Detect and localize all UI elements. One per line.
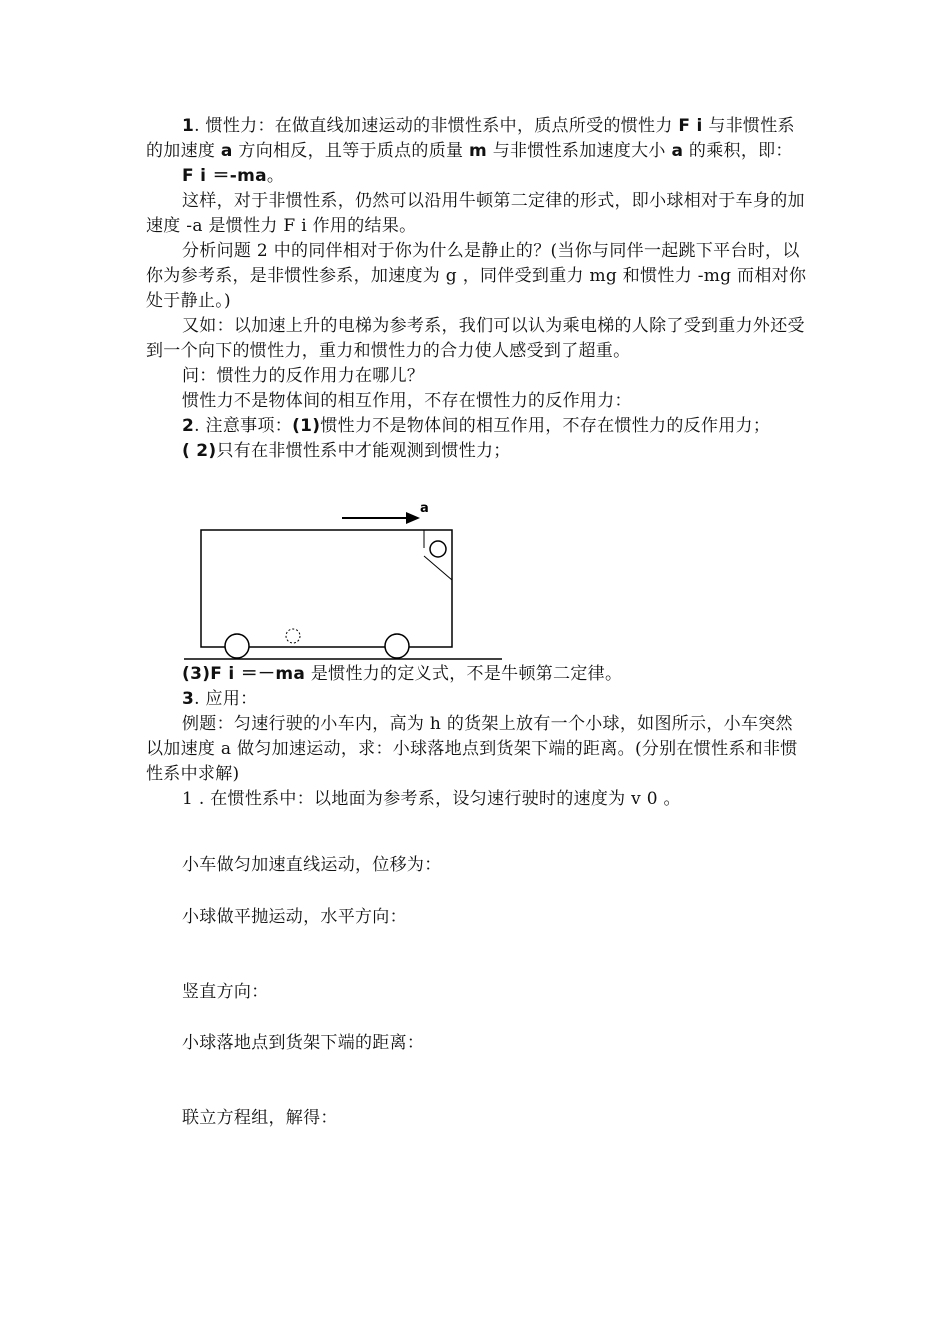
line-cart-displacement: 小车做匀加速直线运动，位移为： [182, 855, 442, 875]
text-fragment: . 应用： [194, 689, 258, 709]
section-number: 1 [182, 116, 195, 136]
note-marker: (1) [292, 416, 321, 436]
paragraph-elevator-example: 又如：以加速上升的电梯为参考系，我们可以认为乘电梯的人除了受到重力外还受到一个向下的惯性力，重力和惯性力的合力使人感受到了超重。 [146, 316, 805, 361]
rear-wheel [385, 634, 409, 658]
cart-figure [170, 498, 510, 664]
formula-line [146, 164, 810, 189]
note-marker: (3)F i ＝－ma [182, 664, 306, 684]
paragraph-note-2 [146, 439, 810, 464]
text-fragment: 与非惯性系加速度大小 [487, 141, 672, 161]
text-fragment: 只有在非惯性系中才能观测到惯性力； [216, 441, 511, 461]
paragraph-example-problem: 例题：匀速行驶的小车内，高为 h 的货架上放有一个小球，如图所示，小车突然以加速度 a 做匀加速运动，求：小球落地点到货架下端的距离。(分别在惯性系和非惯性系中求解) [146, 714, 798, 784]
symbol-a: a [671, 141, 684, 161]
body-text-top [146, 114, 810, 464]
front-wheel [225, 634, 249, 658]
paragraph-notes [146, 414, 810, 439]
text-fragment: . 注意事项： [194, 416, 293, 436]
paragraph-inertial-frame: 1 . 在惯性系中：以地面为参考系，设匀速行驶时的速度为 v 0 。 [182, 789, 681, 809]
text-fragment: 与非惯性系的加速度 [146, 116, 795, 161]
paragraph-application-heading [146, 687, 810, 712]
acceleration-label: a [420, 501, 429, 516]
text-fragment: 是惯性力的定义式，不是牛顿第二定律。 [305, 664, 623, 684]
symbol-m: m [469, 141, 488, 161]
text-fragment: 的乘积，即： [683, 141, 793, 161]
ball-landing-position [286, 629, 300, 643]
note-marker: ( 2) [182, 441, 217, 461]
symbol-a: a [220, 141, 233, 161]
cart-diagram [170, 498, 510, 664]
ball-on-shelf [430, 541, 446, 557]
symbol-fi: F i [678, 116, 703, 136]
text-fragment: 。 [266, 166, 285, 186]
paragraph-answer: 惯性力不是物体间的相互作用，不存在惯性力的反作用力： [182, 391, 632, 411]
paragraph-companion-question: 分析问题 2 中的同伴相对于你为什么是静止的？(当你与同伴一起跳下平台时，以你为参考系，是非惯性参系，加速度为 g ，同伴受到重力 mg 和惯性力 -mg 而相对你处于静止。) [146, 241, 807, 311]
text-fragment: 惯性力不是物体间的相互作用，不存在惯性力的反作用力； [320, 416, 771, 436]
formula: F i ＝-ma [182, 166, 267, 186]
line-landing-distance: 小球落地点到货架下端的距离： [182, 1033, 425, 1053]
body-text-bottom [146, 662, 810, 812]
shelf-support [424, 556, 452, 580]
text-fragment: 方向相反，且等于质点的质量 [232, 141, 469, 161]
acceleration-arrow-head [406, 512, 420, 524]
paragraph-note-3 [146, 662, 810, 687]
cart-body [201, 530, 452, 647]
paragraph-inertial-force-definition [146, 114, 810, 164]
line-solve-equations: 联立方程组，解得： [182, 1108, 338, 1128]
line-ball-horizontal: 小球做平抛运动，水平方向： [182, 907, 407, 927]
paragraph-relative-acceleration: 这样，对于非惯性系，仍然可以沿用牛顿第二定律的形式，即小球相对于车身的加速度 -a 是惯性力 F i 作用的结果。 [146, 191, 805, 236]
text-fragment: . 惯性力：在做直线加速运动的非惯性系中，质点所受的惯性力 [194, 116, 679, 136]
paragraph-question: 问：惯性力的反作用力在哪儿？ [182, 366, 425, 386]
section-number: 3 [182, 689, 195, 709]
line-vertical-direction: 竖直方向： [182, 982, 269, 1002]
section-number: 2 [182, 416, 195, 436]
